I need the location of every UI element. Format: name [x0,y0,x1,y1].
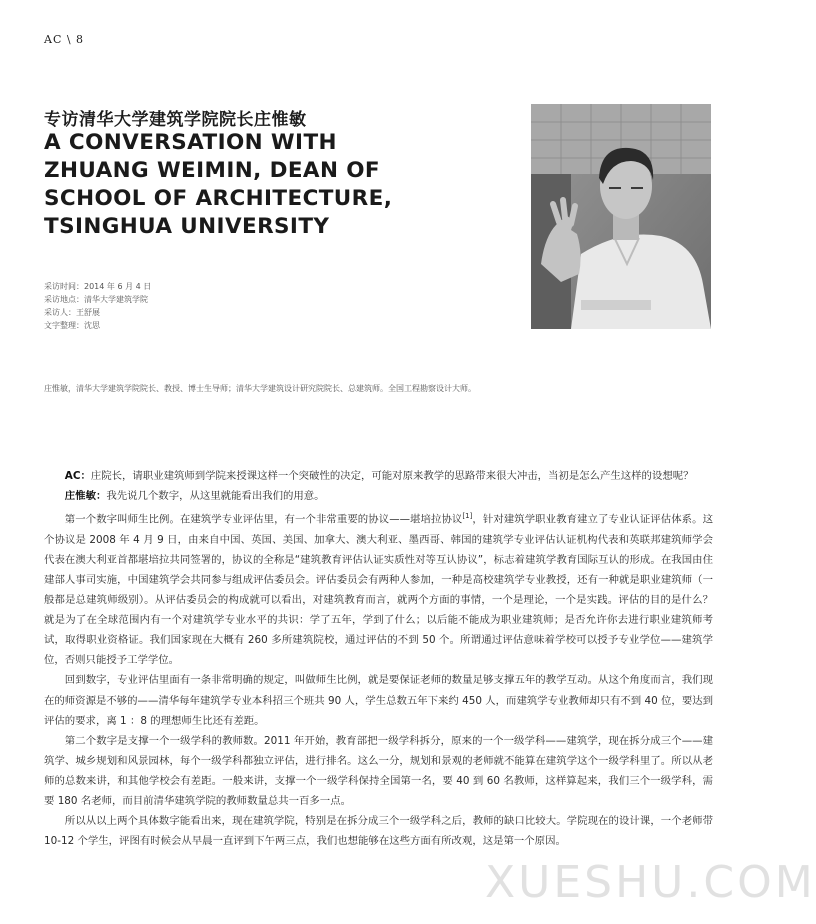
watermark: XUESHU.COM [485,857,816,908]
meta-label: 采访人： [44,308,76,317]
portrait-illustration [531,104,711,329]
meta-label: 文字整理： [44,321,84,330]
article-body [44,466,713,851]
question-text: 庄院长，请职业建筑师到学院来授课这样一个突破性的决定，可能对原来教学的思路带来很大冲击，当初是怎么产生这样的设想呢？ [90,470,694,482]
question-paragraph [44,466,713,486]
meta-row-time [44,280,151,293]
title-english-line: SCHOOL OF ARCHITECTURE, [44,186,393,211]
body-paragraph: 回到数字，专业评估里面有一条非常明确的规定，叫做师生比例，就是要保证老师的数量足够支撑五年的教学互动。从这个角度而言，我们现在的师资源是不够的——清华每年建筑学专业本科招三个班共 90 人，学生总数五年下来约 450 人，而建筑学专业教师却只有不到 40 位，要达到评估的要求，离 1 ：8 的理想师生比还有差距。 [44,674,713,727]
footnote-ref: [1] [462,512,473,521]
speaker-label: 庄惟敏： [64,490,107,503]
meta-label: 采访时间： [44,282,84,291]
meta-value: 沈思 [84,321,100,330]
title-english-line: TSINGHUA UNIVERSITY [44,214,330,239]
interviewee-bio: 庄惟敏，清华大学建筑学院院长、教授、博士生导师；清华大学建筑设计研究院院长、总建筑师。全国工程勘察设计大师。 [44,384,476,393]
meta-value: 清华大学建筑学院 [84,295,148,304]
paragraph-text: 第一个数字叫师生比例。在建筑学专业评估里，有一个非常重要的协议——堪培拉协议 [64,513,463,526]
paragraph-text: ，针对建筑学职业教育建立了专业认证评估体系。这个协议是 2008 年 4 月 9 日，由来自中国、英国、美国、加拿大、澳大利亚、墨西哥、韩国的建筑学专业评估认证机构代表和英联邦建筑师学会代表在澳大利亚首都堪培拉共同签署的，协议的全称是“建筑教育评估认证实质性对等互认协议”，标志着建筑学教育国际互认的形成。在我国由住建部人事司实施，中国建筑学会共同参与组成评估委员会。评估委员会有两种人参加，一种是高校建筑学专业教授，还有一种就是职业建筑师（一般都是总建筑师级别）。从评估委员会的构成就可以看出，对建筑教育而言，就两个方面的事情，一个是理论，一个是实践。评估的目的是什么？就是为了在全球范围内有一个对建筑学专业水平的共识：学了五年，学到了什么；以后能不能成为职业建筑师；是否允许你去进行职业建筑师考试，取得职业资格证。我们国家现在大概有 260 多所建筑院校，通过评估的不到 50 个。所谓通过评估意味着学校可以授予专业学位——建筑学位，否则只能授予工学学位。 [44,513,714,667]
speaker-label: AC： [64,470,91,482]
meta-row-editor [44,319,151,332]
portrait-photo [531,104,711,329]
meta-row-place [44,293,151,306]
page-section-mark: AC \ 8 [44,33,85,46]
body-paragraph: 第二个数字是支撑一个一级学科的教师数。2011 年开始，教育部把一级学科拆分，原来的一个一级学科——建筑学，现在拆分成三个——建筑学、城乡规划和风景园林，每个一级学科都独立评估，进行排名。这么一分，规划和景观的老师就不能算在建筑学这个一级学科里了。所以从老师的总数来讲，和其他学校会有差距。一般来讲，支撑一个一级学科保持全国第一名，要 40 到 60 名教师，这样算起来，我们三个一级学科，需要 180 名老师，而目前清华建筑学院的教师数量总共一百多一点。 [44,734,713,807]
meta-value: 2014 年 6 月 4 日 [84,282,152,291]
meta-value: 王舒展 [76,308,100,317]
answer-intro-paragraph [44,486,713,506]
body-paragraph [44,506,713,670]
interview-meta [44,280,151,332]
meta-label: 采访地点： [44,295,84,304]
title-chinese: 专访清华大学建筑学院院长庄惟敏 [44,110,307,130]
title-english-line: A CONVERSATION WITH [44,130,337,155]
title-english-line: ZHUANG WEIMIN, DEAN OF [44,158,381,183]
body-paragraph: 所以从以上两个具体数字能看出来，现在建筑学院，特别是在拆分成三个一级学科之后，教师的缺口比较大。学院现在的设计课，一个老师带 10-12 个学生，评图有时候会从早晨一直评到下午两三点，我们也想能够在这些方面有所改观，这是第一个原因。 [44,815,713,848]
title-english [44,129,392,241]
meta-row-interviewer [44,306,151,319]
answer-text: 我先说几个数字，从这里就能看出我们的用意。 [106,490,325,503]
